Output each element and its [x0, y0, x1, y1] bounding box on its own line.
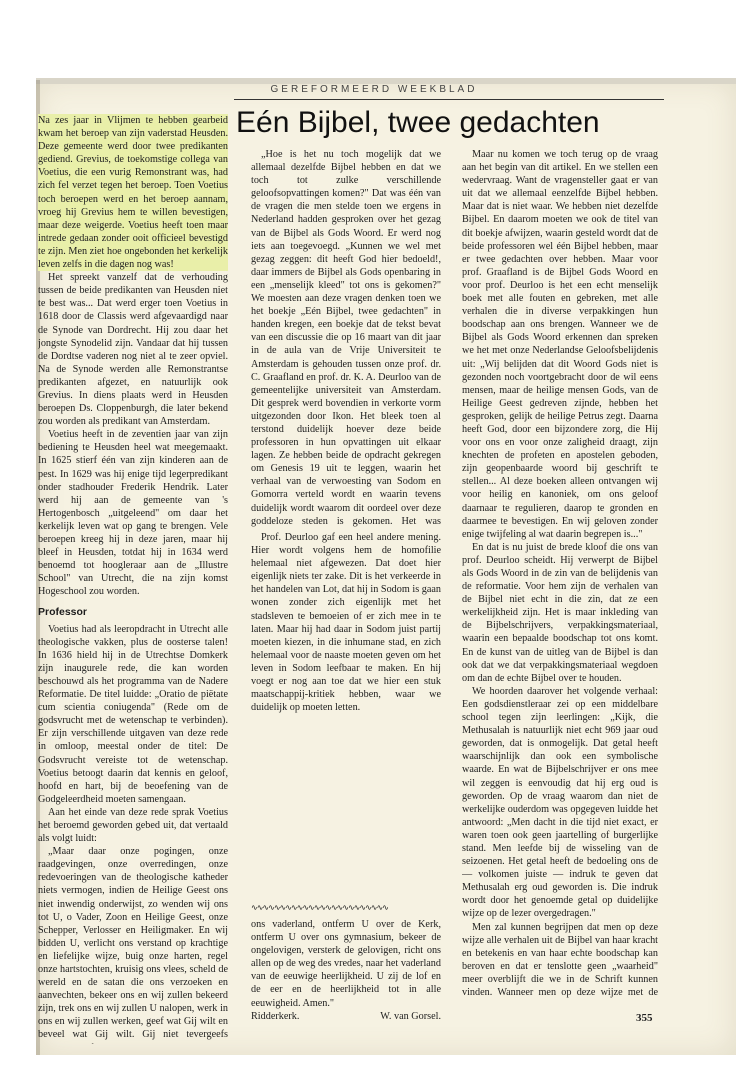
column-1 — [38, 114, 228, 1044]
wavy-divider: ∿∿∿∿∿∿∿∿∿∿∿∿∿∿∿∿∿∿∿∿∿∿∿∿ — [251, 903, 388, 911]
page-number: 355 — [636, 1012, 653, 1024]
column-2-top — [251, 148, 441, 528]
paragraph: „Hoe is het nu toch mogelijk dat we allemaal dezelfde Bijbel hebben en dat we toch tot zulke verschillende geloofsopvattingen komen?" Dat was één van de vragen die men stelde toen we ergens in Nederland hadden gesproken over het gezag van de Bijbel als Gods Woord. Er werd nog iets aan toegevoegd. „Kunnen we wel met gezag zeggen: dit heeft God hier bedoeld!, daar immers de Bijbel als Gods openbaring in een „menselijk kleed" tot ons is gekomen?" We moesten aan deze vragen denken toen we het boekje „Eén Bijbel, twee gedachten" in handen kregen, een boekje dat de tekst bevat van een discussie die op 16 maart van dit jaar in de aula van de Vrije Universiteit te Amsterdam is gehouden tussen onze prof. dr. C. Graafland en prof. dr. K. A. Deurloo van de gemeentelijke universiteit van Amsterdam. Dit gesprek werd bovendien in verkorte vorm uitgezonden door Ikon. Het bleek toen al terstond duidelijk hoever deze beide professoren in hun opvattingen uit elkaar lagen. Ze hebben beide de opdracht gekregen om Genesis 19 uit te leggen, waarin het verhaal van de verwoesting van Sodom en Gomorra verteld wordt en waarin tevens duidelijk wordt waarom dit oordeel over deze goddeloze steden is gekomen. Het was — [251, 149, 441, 527]
paragraph: We hoorden daarover het volgende verhaal: Een godsdienstleraar zei op een middelbare school tegen zijn leerlingen: „Kijk, die Methusalah is natuurlijk niet echt 969 jaar oud geworden, dat is onmogelijk. Dat getal heeft waarschijnlijk dan ook een symbolische waarde. En wat de Bijbelschrijver er ons mee wil zeggen is eenvoudig dat hij erg oud is geworden. Op de vraag waarom dan niet de werkelijke ouderdom was opgegeven luidde het antwoord: „Men dacht in die tijd niet exact, er waren toen ook geen jaartelling of burgerlijke stand. Men leefde bij de wisseling van de seizoenen. Het getal heeft de bedoeling ons de — volkomen juiste — indruk te geven dat Methusalah erg oud geworden is. Die indruk wordt door het genoemde getal op duidelijke wijze op de lezer overgedragen." — [462, 685, 658, 920]
paragraph: En dat is nu juist de brede kloof die ons van prof. Deurloo scheidt. Hij verwerpt de Bijbel als Gods Woord in de zin van de belijdenis van de reformatie. Voor hem zijn de verhalen van de Bijbel niet echt in die zin, dat ze een werkelijkheid zijn. Het is maar inkleding van de Bijbelschrijvers, verpakkingsmateriaal, waarin een bepaalde boodschap tot ons komt. En de kunst van de uitleg van de Bijbel is dan ook dat we dat verpakkingsmateriaal wegdoen om dan de echte Bijbel over te houden. — [462, 541, 658, 684]
paragraph: Aan het einde van deze rede sprak Voetius het beroemd geworden gebed uit, dat vertaald als volgt luidt: — [38, 806, 228, 845]
section-heading: Professor — [38, 606, 88, 619]
column-2-bottom — [251, 918, 441, 1044]
signature-place: Ridderkerk. — [251, 1010, 300, 1022]
article-title: Eén Bijbel, twee gedachten — [236, 106, 600, 139]
paragraph: Voetius heeft in de zeventien jaar van zijn bediening te Heusden heel wat meegemaakt. In 1625 stierf één van zijn kinderen aan de pest. In 1629 was hij enige tijd legerpredikant onder stadhouder Frederik Hendrik. Later werd hij aan de gemeente van 's Hertogenbosch „uitgeleend" om daar het kerkelijk leven wat op gang te brengen. Vele beroepen kreeg hij in deze jaren, maar hij bleef in Heusden, totdat hij in 1634 werd benoemd tot hoogleraar aan de „Illustre School" van Utrecht, die na zijn komst Hogeschool zou worden. — [38, 429, 228, 598]
paragraph: Men zal kunnen begrijpen dat men op deze wijze alle verhalen uit de Bijbel van haar kracht en betekenis en van haar echte boodschap kan beroven en dat er tenslotte geen „waarheid" meer overblijft die we in de Schrift kunnen vinden. Wanneer men op deze wijze met de — [462, 921, 658, 998]
paragraph: Na zes jaar in Vlijmen te hebben gearbeid kwam het beroep van zijn vaderstad Heusden. Deze gemeente werd door twee predikanten gediend. Grevius, de toekomstige collega van Voetius, die een vurig Remonstrant was, had zich fel verzet tegen het beroep. Toen Voetius toch beroepen werd en het beroep aannam, vroeg hij Grevius hem te willen bevestigen, maar deze weigerde. Voetius heeft toen maar intrede gedaan zonder ooit officieel bevestigd te zijn. Men ziet hoe ongebonden het kerkelijk leven zelfs in die dagen nog was! — [38, 115, 228, 271]
running-header: GEREFORMEERD WEEKBLAD — [270, 84, 478, 95]
prayer-continuation: ons vaderland, ontferm U over de Kerk, ontferm U over ons gymnasium, bekeer de ongelovigen, versterk de gelovigen, richt ons allen op de weg des vredes, naar het vaderland van de eeuwige heerlijkheid. U zij de lof en de eer en de heerlijkheid tot in alle eeuwigheid. Amen." — [251, 919, 441, 1009]
column-2-middle — [251, 531, 441, 901]
paragraph: Prof. Deurloo gaf een heel andere mening. Hier wordt volgens hem de homofilie helemaal niet afgewezen. Dat doet hier eigenlijk niets ter zake. Dit is het verkeerde in het handelen van Lot, dat hij in Sodom is gaan wonen zonder zich eigenlijk met het stadsleven te bemoeien of er zich mee in te laten. Maar hij had daar in Sodom juist partij moeten kiezen, in die inhumane stad, en zich helemaal voor de naaste moeten geven om het leven in Sodom leefbaar te maken. En hij voegt er nog aan toe dat we hier een stuk maatschappij-kritiek hebben, waar we duidelijk op moeten letten. — [251, 532, 441, 714]
paragraph: Voetius had als leeropdracht in Utrecht alle theologische vakken, plus de oosterse talen! In 1636 hield hij in de Utrechtse Domkerk zijn inaugurele rede, die kan worden beschouwd als het programma van de Nadere Reformatie. De titel luidde: „Oratio de piëtate cum scientia coniugenda" (Rede om de godsvrucht met de wetenschap te verbinden). Er zijn verschillende uitgaven van deze rede in omloop, meestal onder de titel: De Godsvrucht vereiste tot de wetenschap. Voetius betoogt daarin dat kennis en geloof, hoofd en hart, bij de beoefening van de Godgeleerdheid moeten samengaan. — [38, 623, 228, 805]
paragraph: Het spreekt vanzelf dat de verhouding tussen de beide predikanten van Heusden niet te best was... Dat werd erger toen Voetius in 1618 door de Classis werd afgevaardigd naar de Synode van Dordrecht. Hij zou daar het jongste Synodelid zijn. Vandaar dat hij tussen de Dordtse vaderen nog niet al te zeer opviel. Na de Synode werden alle Remonstrantse predikanten afgezet, en natuurlijk ook Grevius. In diens plaats werd in Heusden beroepen Ds. Cloppenburgh, die later bekend zou worden als predikant van Amsterdam. — [38, 272, 228, 428]
header-rule — [234, 99, 664, 100]
paragraph: Maar nu komen we toch terug op de vraag aan het begin van dit artikel. En we stellen een wedervraag. Want de vragensteller gaat er van uit dat we allemaal eenzelfde Bijbel hebben. Maar dat is niet waar. We hebben niet dezelfde Bijbel. En daarom moeten we ook de titel van dit boekje afwijzen, waarin gesteld wordt dat de beide professoren wel één Bijbel hebben, maar er twee gedachten over hebben. Maar voor prof. Graafland is de Bijbel Gods Woord en voor prof. Deurloo is het een echt menselijk boek met alle fouten en gebreken, met alle verhalen die in diverse verpakkingen hun boodschap aan ons brengen. Wanneer we de Bijbel als Gods Woord erkennen dan spreken we het met onze Nederlandse Geloofsbelijdenis uit: „Wij belijden dat dit Woord Gods niet is gezonden noch voortgebracht door de wil eens mensen, maar de heilige mensen Gods, van de Heilige Geest gedreven zijnde, hebben het gesproken, gelijk de heilige Petrus zegt. Daarna heeft God, door een bijzondere zorg, die Hij voor ons en voor onze zaligheid draagt, zijn knechten de profeten en apostelen geboden, zijn geopenbaarde woord bij geschrift te stellen... Al deze boeken alleen ontvangen wij voor heilig en kanoniek, om ons geloof daarnaar te regulieren, daarop te gronden en daarmee te bevestigen. En wij geloven zonder enige twijfeling al wat daarin begrepen is..." — [462, 149, 658, 540]
column-3 — [462, 148, 658, 998]
prayer-quote: „Maar daar onze pogingen, onze raadgevingen, onze overredingen, onze redevoeringen van de theologische katheder niets vermogen, indien de Heilige Geest ons niet inwendig onderwijst, zo wenden wij ons tot U, o Vader, Zoon en Heilige Geest, onze Schepper, Verlosser en Heiligmaker. En wij bidden U, verlicht ons verstand op krachtige en liefelijke wijze, buig onze harten, regel onze hartstochten, kruisig ons vlees, scheld de wereld en de satan die ons verzoeken en aanvechten, bekeer ons en wij zullen bekeerd zijn, trek ons en wij zullen U nalopen, werk in ons en wij zullen werken, geef wat Gij wilt en beveel wat Gij wilt. Gij niet tevergeefs — [38, 846, 228, 1041]
signature-author: W. van Gorsel. — [380, 1010, 441, 1022]
signature-row — [251, 1010, 441, 1023]
